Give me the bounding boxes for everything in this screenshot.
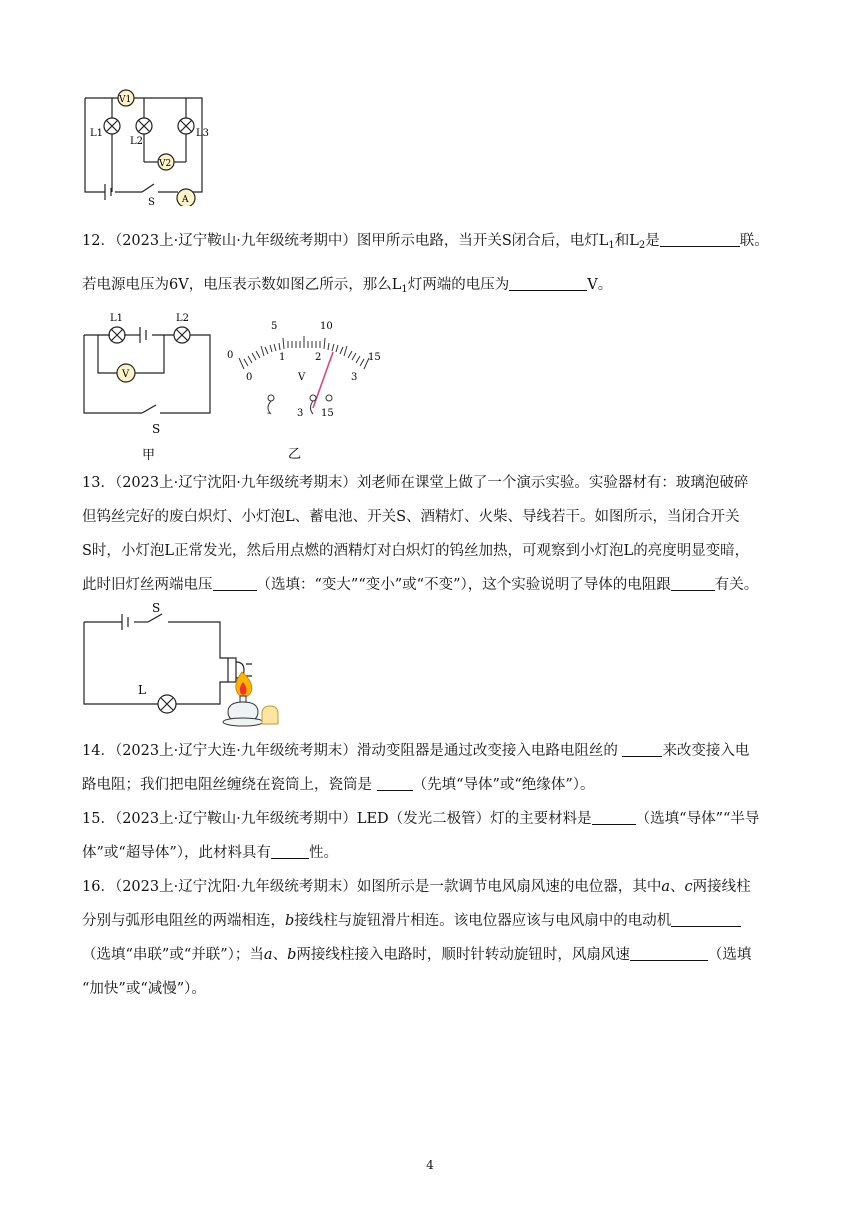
meter-tick (279, 343, 280, 350)
meter-tick (340, 347, 343, 354)
l1-label: L1 (90, 128, 104, 139)
answer-blank[interactable] (509, 274, 587, 291)
question-number: 14． (82, 743, 115, 759)
l3-label: L3 (196, 128, 210, 139)
question-14-line-1: 14．（2023上·辽宁大连·九年级统考期末）滑动变阻器是通过改变接入电路电阻丝的 来改变接入电 (82, 734, 782, 768)
question-number: 13． (82, 475, 115, 491)
meter-tick (348, 351, 352, 358)
question-13-line-2: 但钨丝完好的废白炽灯、小灯泡L、蓄电池、开关S、酒精灯、火柴、导线若干。如图所示，当闭合开关 (82, 509, 740, 525)
question-source: （2023上·辽宁沈阳·九年级统考期末） (114, 879, 357, 895)
l1-label: L1 (110, 313, 124, 324)
v2-label: V2 (159, 159, 172, 169)
question-16-line-2: 分别与弧形电阻丝的两端相连，b接线柱与旋钮滑片相连。该电位器应该与电风扇中的电动机 (82, 904, 782, 938)
meter-tick (261, 346, 264, 356)
meter-tick (332, 344, 334, 351)
l2-label: L2 (176, 313, 190, 324)
scale-top-label: 15 (368, 352, 381, 363)
figure-voltmeter-yi (225, 318, 390, 463)
scale-bottom-label: 1 (279, 352, 286, 363)
figure-circuit-jia (80, 305, 220, 465)
scale-bottom-label: 3 (351, 372, 358, 383)
switch-label: S (152, 601, 161, 615)
question-12-line-1: 12．（2023上·辽宁鞍山·九年级统考期中）图甲所示电路，当开关S闭合后，电灯$L_1$和$L_2$是 联。 (82, 224, 782, 263)
question-13-line-1: 13．（2023上·辽宁沈阳·九年级统考期末）刘老师在课堂上做了一个演示实验。实验器材有：玻璃泡破碎 (82, 475, 749, 491)
meter-unit: V (298, 372, 306, 383)
question-13-line-3: S时，小灯泡L正常发光，然后用点燃的酒精灯对白炽灯的钨丝加热，可观察到小灯泡L的亮度明显变暗， (82, 543, 750, 559)
terminal-label: 3 (297, 408, 304, 419)
terminal-label: 15 (321, 408, 334, 419)
meter-tick (274, 344, 276, 351)
figure-jia-caption: 甲 (142, 448, 156, 463)
question-16-line-1: 16．（2023上·辽宁沈阳·九年级统考期末）如图所示是一款调节电风扇风速的电位器，其中a、c两接线柱 (82, 879, 751, 895)
answer-blank[interactable] (213, 574, 257, 591)
answer-blank[interactable] (622, 740, 662, 757)
question-15-line-2: 体”或“超导体”），此材料具有 性。 (82, 836, 782, 870)
switch-label: S (148, 197, 155, 206)
figure-circuit-alcohol-lamp (80, 600, 290, 730)
meter-tick (324, 338, 325, 349)
meter-tick (270, 345, 272, 352)
question-number: 16． (82, 879, 115, 895)
question-number: 12． (82, 233, 115, 249)
ammeter-label: A (182, 195, 189, 205)
match-cap-icon (262, 706, 278, 724)
page-number: 4 (426, 1158, 434, 1172)
figure-yi-caption: 乙 (288, 447, 302, 462)
meter-tick (265, 347, 268, 354)
meter-tick (256, 351, 260, 358)
meter-tick (360, 359, 364, 366)
question-12-line-2: 若电源电压为6V，电压表示数如图乙所示，那么$L_1$灯两端的电压为 V。 (82, 268, 782, 307)
meter-tick (244, 359, 248, 366)
question-source: （2023上·辽宁大连·九年级统考期末） (114, 743, 357, 759)
alcohol-lamp-icon (223, 696, 263, 726)
question-source: （2023上·辽宁鞍山·九年级统考期中） (114, 233, 357, 249)
scale-bottom-label: 0 (246, 372, 253, 383)
question-16-line-4: “加快”或“减慢”）。 (82, 981, 206, 997)
meter-tick (352, 353, 356, 360)
answer-blank[interactable] (377, 774, 413, 791)
scale-top-label: 5 (271, 321, 278, 332)
answer-blank[interactable] (630, 944, 708, 961)
question-15-line-1: 15．（2023上·辽宁鞍山·九年级统考期中）LED（发光二极管）灯的主要材料是 （选填“导体”“半导 (82, 802, 782, 836)
meter-tick (328, 343, 329, 350)
meter-tick (239, 358, 244, 369)
meter-tick (344, 346, 347, 356)
question-13-line-4: 此时旧灯丝两端电压 （选填：“变大”“变小”或“不变”），这个实验说明了导体的电阻跟 有关。 (82, 568, 782, 602)
scale-bottom-label: 2 (315, 352, 322, 363)
question-14-line-2: 路电阻；我们把电阻丝缠绕在瓷筒上，瓷筒是 （先填“导体”或“绝缘体”）。 (82, 768, 782, 802)
scale-top-label: 0 (227, 350, 234, 361)
v1-label: V1 (119, 95, 132, 105)
scale-top-label: 10 (320, 321, 333, 332)
meter-scale (239, 336, 369, 369)
answer-blank[interactable] (671, 910, 741, 927)
meter-tick (283, 338, 284, 349)
lamp-l-label: L (138, 683, 146, 697)
meter-tick (252, 353, 256, 360)
answer-blank[interactable] (671, 574, 715, 591)
figure-circuit-three-lamps (80, 88, 220, 206)
meter-tick (356, 356, 360, 363)
meter-tick (336, 345, 338, 352)
question-source: （2023上·辽宁鞍山·九年级统考期中） (114, 811, 357, 827)
answer-blank[interactable] (271, 842, 309, 859)
terminal-label: - (267, 408, 271, 419)
question-source: （2023上·辽宁沈阳·九年级统考期末） (114, 475, 357, 491)
l2-label: L2 (130, 136, 144, 147)
question-number: 15． (82, 811, 115, 827)
answer-blank[interactable] (660, 230, 740, 247)
meter-tick (248, 356, 252, 363)
question-16-line-3: （选填“串联”或“并联”）；当a、b两接线柱接入电路时，顺时针转动旋钮时，风扇风速 （选填 (82, 938, 782, 972)
switch-label: S (152, 422, 161, 436)
answer-blank[interactable] (592, 808, 636, 825)
voltmeter-label: V (122, 369, 130, 380)
